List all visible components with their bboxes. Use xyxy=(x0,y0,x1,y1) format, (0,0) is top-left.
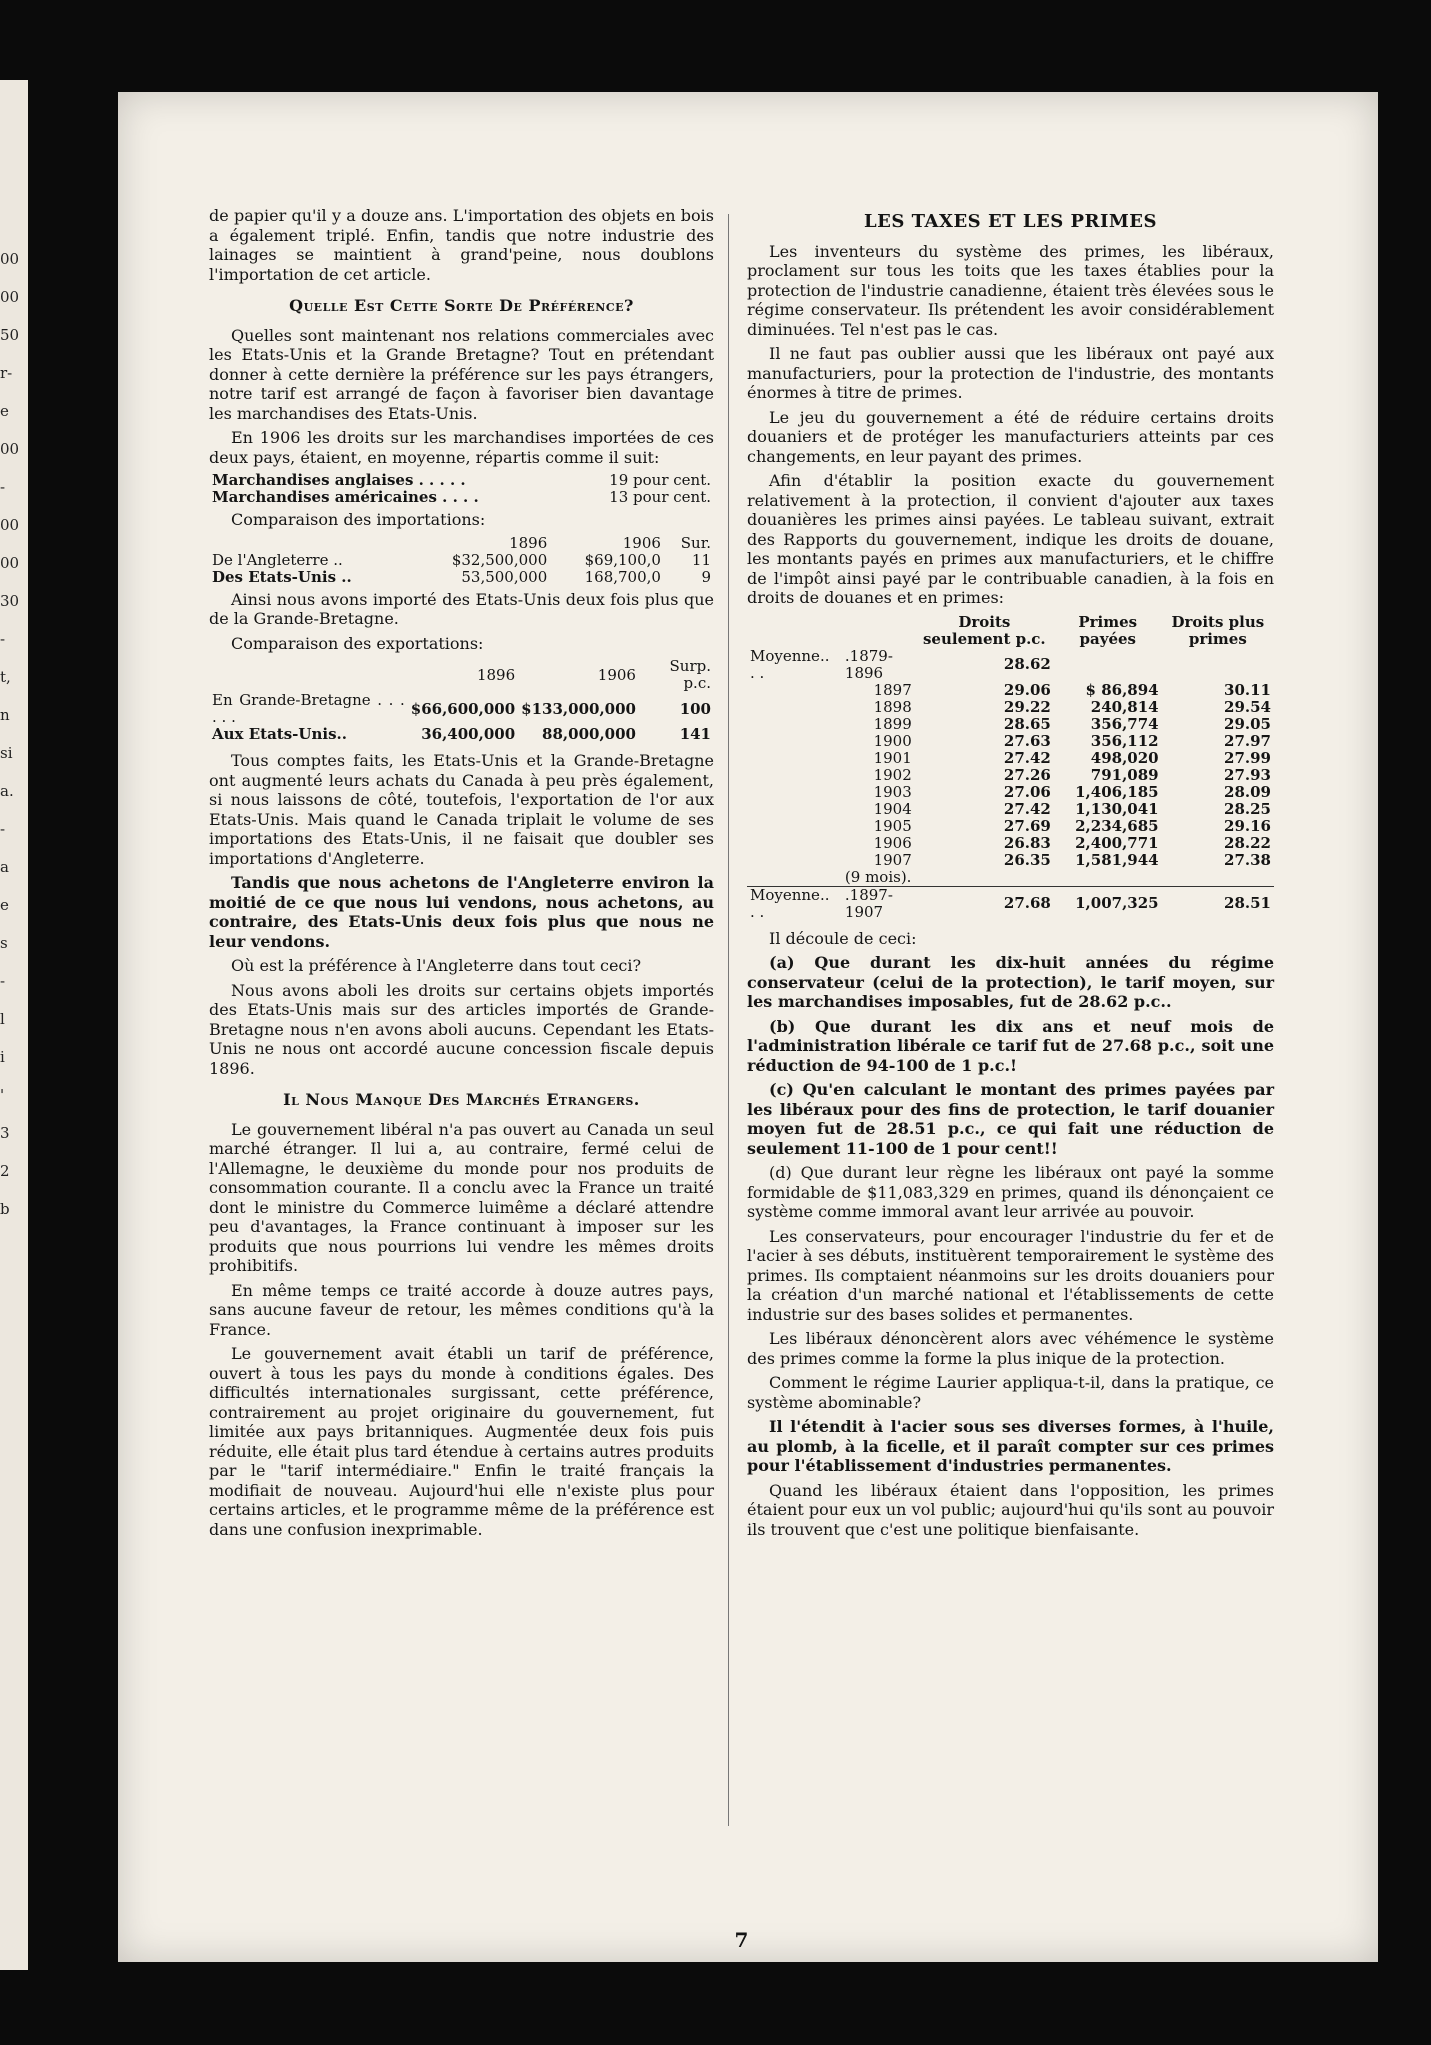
table-row xyxy=(747,648,1274,682)
table-row xyxy=(209,692,714,726)
table-cell: 19 pour cent. xyxy=(609,471,711,489)
table-row xyxy=(209,489,714,506)
table-cell: 26.83 xyxy=(1003,833,1051,852)
paragraph: Où est la préférence à l'Angleterre dans tout ceci? xyxy=(231,956,642,975)
paragraph: (a) Que durant les dix-huit années du régime conservateur (celui de la protection), le tarif moyen, sur les marchandises imposables, fut de 28.62 p.c.. xyxy=(747,953,1274,1011)
table-cell xyxy=(1054,648,1162,682)
table-cell: Primes payées xyxy=(1078,612,1138,648)
paragraph: Les conservateurs, pour encourager l'industrie du fer et de l'acier à ses débuts, instituèrent temporairement le système des primes. Ils comptaient néanmoins sur les droits douaniers pour la création d'un marché national et l'établissements de cette industrie sur des bases solides et permanentes. xyxy=(747,1226,1274,1324)
table-cell: 27.42 xyxy=(1003,799,1051,818)
table-cell: 27.38 xyxy=(1224,850,1271,869)
table-cell: 28.65 xyxy=(1003,714,1051,733)
margin-fragment: l xyxy=(0,1010,5,1028)
table-cell: 13 pour cent. xyxy=(609,488,711,506)
adjacent-page-fragment xyxy=(0,80,28,1970)
margin-fragment: - xyxy=(0,972,6,990)
section-title-taxes-primes: LES TAXES ET LES PRIMES xyxy=(863,211,1158,232)
table-cell: 27.68 xyxy=(915,886,1054,921)
primes-table xyxy=(747,614,1274,921)
paragraph: Afin d'établir la position exacte du gouvernement relativement à la protection, il convient d'ajouter aux taxes douanières les primes ainsi payées. Le tableau suivant, extrait des Rapports du gouvernement, indique les droits de douane, les montants payés en primes aux manufacturiers, et le chiffre de l'impôt ainsi payé par le contribuable canadien, à la fois en droits de douanes et en primes: xyxy=(747,471,1274,607)
table-header-row xyxy=(209,535,714,552)
table-cell: .1897-1907 xyxy=(842,886,915,921)
duty-table xyxy=(209,472,714,506)
table-cell: 29.06 xyxy=(1003,680,1051,699)
margin-fragment: a. xyxy=(0,782,14,800)
table-cell: Marchandises anglaises . . . . . xyxy=(212,471,466,489)
table-cell: 29.54 xyxy=(1224,697,1271,716)
table-row xyxy=(209,552,714,569)
margin-fragment: - xyxy=(0,820,6,838)
table-row xyxy=(747,801,1274,818)
paragraph: Les inventeurs du système des primes, les libéraux, proclament sur tous les toits que les taxes établies pour la protection de l'industrie canadienne, étaient très élevées sous le régime conservateur. Ils prétendent les avoir considérablement diminuées. Tel n'est pas le cas. xyxy=(747,241,1274,339)
table-cell: 498,020 xyxy=(1090,748,1159,767)
table-row xyxy=(747,716,1274,733)
table-cell: 1906 xyxy=(597,665,636,684)
table-row xyxy=(209,726,714,743)
table-cell xyxy=(209,535,410,552)
table-cell: $66,600,000 xyxy=(410,699,516,718)
table-cell: De l'Angleterre .. xyxy=(212,550,343,569)
paragraph: Il ne faut pas oublier aussi que les libéraux ont payé aux manufacturiers, pour la protection de l'industrie, des montants énormes à titre de primes. xyxy=(747,344,1274,402)
document-page xyxy=(118,92,1378,1962)
table-row xyxy=(747,733,1274,750)
margin-fragment: 00 xyxy=(0,250,20,268)
table-header-row xyxy=(209,658,714,692)
table-cell: Aux Etats-Unis.. xyxy=(212,725,347,743)
table-cell: 9 xyxy=(701,567,711,586)
table-cell: 141 xyxy=(679,725,711,743)
table-cell: 1899 xyxy=(873,714,912,733)
margin-fragment: 2 xyxy=(0,1162,10,1180)
margin-fragment: 00 xyxy=(0,554,20,572)
table-cell: 356,774 xyxy=(1090,714,1159,733)
margin-fragment: b xyxy=(0,1200,10,1218)
table-cell: 1907 xyxy=(873,850,912,869)
table-cell xyxy=(747,818,842,835)
paragraph: Les libéraux dénoncèrent alors avec véhémence le système des primes comme la forme la plus inique de la protection. xyxy=(747,1329,1274,1368)
table-cell: 29.22 xyxy=(1003,697,1051,716)
table-cell: 1,581,944 xyxy=(1075,850,1159,869)
paragraph: Il découle de ceci: xyxy=(769,928,917,948)
paragraph: Quelles sont maintenant nos relations commerciales avec les Etats-Unis et la Grande Bretagne? Tout en prétendant donner à cette dernière la préférence sur les pays étrangers, notre tarif est arrangé de façon à favoriser bien davantage les marchandises des Etats-Unis. xyxy=(209,325,714,423)
table-cell: $ 86,894 xyxy=(1085,680,1159,699)
margin-fragment: e xyxy=(0,896,9,914)
table-cell: 28.51 xyxy=(1162,886,1274,921)
table-cell: 26.35 xyxy=(1003,850,1051,869)
imports-table xyxy=(209,535,714,586)
table-cell: 2,234,685 xyxy=(1075,816,1159,835)
table-cell: 28.09 xyxy=(1224,782,1271,801)
table-cell: 27.99 xyxy=(1224,748,1271,767)
table-cell: 1906 xyxy=(873,833,912,852)
table-cell: 1,130,041 xyxy=(1075,799,1159,818)
paragraph: Tous comptes faits, les Etats-Unis et la Grande-Bretagne ont augmenté leurs achats du Canada à peu près également, si nous laissons de côté, toutefois, l'exportation de l'or aux Etats-Unis. Mais quand le Canada triplait le volume de ses importations des Etats-Unis, il ne faisait que doubler ses importations d'Angleterre. xyxy=(209,751,714,868)
margin-fragment: ' xyxy=(0,1086,5,1104)
table-cell xyxy=(747,614,842,648)
table-cell xyxy=(1162,648,1274,682)
table-cell: 29.16 xyxy=(1224,816,1271,835)
margin-fragment: 00 xyxy=(0,440,20,458)
left-column xyxy=(209,206,714,1544)
table-row xyxy=(747,682,1274,699)
table-cell: 30.11 xyxy=(1224,680,1271,699)
table-row xyxy=(747,699,1274,716)
table-cell: 1905 xyxy=(873,816,912,835)
table-cell: 1,406,185 xyxy=(1075,782,1159,801)
table-cell: 27.06 xyxy=(1003,782,1051,801)
table-cell: 1896 xyxy=(476,665,516,684)
table-cell xyxy=(747,852,842,869)
table-cell: 27.97 xyxy=(1224,731,1271,750)
table-cell: 28.22 xyxy=(1224,833,1271,852)
margin-fragment: a xyxy=(0,858,9,876)
table-cell: 1900 xyxy=(873,731,912,750)
table-cell xyxy=(747,801,842,818)
table-row xyxy=(209,569,714,586)
margin-fragment: 30 xyxy=(0,592,20,610)
margin-fragment: r- xyxy=(0,364,13,382)
table-total-row xyxy=(747,886,1274,921)
section-heading-markets: Il Nous Manque Des Marchés Etrangers. xyxy=(283,1090,640,1109)
table-cell: 1901 xyxy=(873,748,912,767)
paragraph: Ainsi nous avons importé des Etats-Unis deux fois plus que de la Grande-Bretagne. xyxy=(209,589,714,628)
table-row xyxy=(747,784,1274,801)
margin-fragment: 50 xyxy=(0,326,20,344)
table-cell: 1897 xyxy=(873,680,912,699)
table-cell: 27.93 xyxy=(1224,765,1271,784)
table-cell: 27.63 xyxy=(1003,731,1051,750)
table-cell: 27.69 xyxy=(1003,816,1051,835)
table-cell: Moyenne.. . . xyxy=(750,646,830,682)
table-cell: 28.62 xyxy=(1003,655,1051,673)
table-cell: 27.26 xyxy=(1003,765,1051,784)
table-cell: 1,007,325 xyxy=(1054,886,1162,921)
margin-fragment: s xyxy=(0,934,8,952)
paragraph: (c) Qu'en calculant le montant des primes payées par les libéraux pour des fins de protection, le tarif douanier moyen fut de 28.51 p.c., ce qui fait une réduction de seulement 11-100 de 1 pour cent!! xyxy=(747,1080,1274,1158)
paragraph: (d) Que durant leur règne les libéraux ont payé la somme formidable de $11,083,329 en primes, quand ils dénonçaient ce système comme immoral avant leur arrivée au pouvoir. xyxy=(747,1163,1274,1221)
margin-fragment: t, xyxy=(0,668,11,686)
table-cell: 240,814 xyxy=(1090,697,1159,716)
table-cell: 1896 xyxy=(509,533,548,552)
table-cell: Des Etats-Unis .. xyxy=(212,567,352,586)
table-cell: 27.42 xyxy=(1003,748,1051,767)
margin-fragment: si xyxy=(0,744,13,762)
table-cell xyxy=(842,614,915,648)
margin-fragment: - xyxy=(0,630,6,648)
table-row xyxy=(747,852,1274,869)
table-cell: 791,089 xyxy=(1090,765,1159,784)
margin-fragment: 00 xyxy=(0,516,20,534)
paragraph: En 1906 les droits sur les marchandises importées de ces deux pays, étaient, en moyenne, répartis comme il suit: xyxy=(209,428,714,467)
table-cell xyxy=(747,699,842,716)
table-cell: 100 xyxy=(679,699,711,718)
exports-table xyxy=(209,658,714,743)
table-cell: Surp. p.c. xyxy=(669,657,711,692)
margin-fragment: - xyxy=(0,478,6,496)
table-cell xyxy=(747,767,842,784)
table-cell: $133,000,000 xyxy=(521,699,636,718)
section-heading-preference: Quelle Est Cette Sorte De Préférence? xyxy=(289,296,634,315)
table-cell: 28.25 xyxy=(1224,799,1271,818)
table-cell: 168,700,0 xyxy=(584,567,661,586)
margin-fragment: 00 xyxy=(0,288,20,306)
paragraph: En même temps ce traité accorde à douze autres pays, sans aucune faveur de retour, les mêmes conditions qu'à la France. xyxy=(209,1280,714,1339)
paragraph: Le jeu du gouvernement a été de réduire certains droits douaniers et de protéger les manufacturiers atteints par ces changements, en leur payant des primes. xyxy=(747,407,1274,466)
table-cell: 1902 xyxy=(873,765,912,784)
table-cell: Sur. xyxy=(680,533,711,552)
table-cell xyxy=(747,835,842,852)
table-cell xyxy=(747,733,842,750)
paragraph: Comment le régime Laurier appliqua-t-il, dans la pratique, ce système abominable? xyxy=(747,1373,1274,1412)
table-row xyxy=(747,835,1274,852)
table-row xyxy=(209,472,714,489)
table-cell: 1898 xyxy=(873,697,912,716)
paragraph: Tandis que nous achetons de l'Angleterre environ la moitié de ce que nous lui vendons, nous achetons, au contraire, des Etats-Unis deux fois plus que nous ne leur vendons. xyxy=(209,873,714,951)
table-row xyxy=(747,818,1274,835)
table-cell xyxy=(209,658,408,692)
paragraph: Nous avons aboli les droits sur certains objets importés des Etats-Unis mais sur des articles importés de Grande-Bretagne nous n'en avons aboli aucuns. Cependant les Etats-Unis ne nous ont accordé aucune concession fiscale depuis 1896. xyxy=(209,980,714,1078)
column-divider xyxy=(728,214,729,1826)
table-cell: Moyenne.. . . xyxy=(747,886,842,921)
table-note: (9 mois). xyxy=(844,867,912,886)
table-row xyxy=(747,767,1274,784)
exports-title: Comparaison des exportations: xyxy=(231,633,484,653)
margin-fragment: 3 xyxy=(0,1124,10,1142)
imports-title: Comparaison des importations: xyxy=(231,510,486,529)
table-cell: 29.05 xyxy=(1224,714,1271,733)
table-cell: 356,112 xyxy=(1090,731,1159,750)
table-cell: $69,100,0 xyxy=(584,550,661,569)
right-column xyxy=(747,206,1274,1544)
table-cell xyxy=(747,750,842,767)
table-cell xyxy=(747,784,842,801)
table-row xyxy=(747,869,1274,887)
table-cell: 1906 xyxy=(622,533,661,552)
table-cell: Droits seulement p.c. xyxy=(922,612,1046,648)
table-cell: 1903 xyxy=(873,782,912,801)
margin-fragment: e xyxy=(0,402,9,420)
table-cell: .1879-1896 xyxy=(844,646,893,682)
table-header-row xyxy=(747,614,1274,648)
paragraph: (b) Que durant les dix ans et neuf mois de l'administration libérale ce tarif fut de 27.68 p.c., soit une réduction de 94-100 de 1 p.c.! xyxy=(747,1016,1274,1075)
table-cell: 11 xyxy=(691,550,711,569)
table-cell: Droits plus primes xyxy=(1171,612,1265,648)
margin-fragment: n xyxy=(0,706,10,724)
table-cell: 1904 xyxy=(873,799,912,818)
table-cell xyxy=(747,682,842,699)
paragraph: Il l'étendit à l'acier sous ses diverses formes, à l'huile, au plomb, à la ficelle, et il paraît compter sur ces primes pour l'établissement d'industries permanentes. xyxy=(747,1417,1274,1475)
table-cell: $32,500,000 xyxy=(451,550,548,569)
page-number: 7 xyxy=(734,1928,749,1952)
table-row xyxy=(747,750,1274,767)
table-cell xyxy=(747,716,842,733)
table-cell: En Grande-Bretagne . . . . . . xyxy=(212,691,405,726)
table-cell: Marchandises américaines . . . . xyxy=(212,488,479,506)
table-cell: 36,400,000 xyxy=(421,725,516,743)
paragraph: Le gouvernement avait établi un tarif de préférence, ouvert à tous les pays du monde à conditions égales. Des difficultés internationales surgissant, cette préférence, contrairement au projet originaire du gouvernement, fut limitée aux pays britanniques. Augmentée deux fois puis réduite, elle était plus tard étendue à certains autres produits par le "tarif intermédiaire." Enfin le traité français la modifiait de nouveau. Aujourd'hui elle n'existe plus pour certains articles, et le programme même de la préférence est dans une confusion inexprimable. xyxy=(209,1344,714,1539)
table-cell: 2,400,771 xyxy=(1075,833,1159,852)
paragraph: Le gouvernement libéral n'a pas ouvert au Canada un seul marché étranger. Il lui a, au contraire, fermé celui de l'Allemagne, le deuxième du monde pour nos produits de consommation courante. Il a conclu avec la France un traité dont le ministre du Commerce luimême a déclaré attendre peu d'avantages, la France continuant à imposer sur les produits que nous pourrions lui vendre les mêmes droits prohibitifs. xyxy=(209,1119,714,1275)
table-cell: 53,500,000 xyxy=(461,567,548,586)
table-cell: 88,000,000 xyxy=(542,725,636,743)
intro-paragraph: de papier qu'il y a douze ans. L'importation des objets en bois a également triplé. Enfin, tandis que notre industrie des lainages se maintient à grand'peine, nous doublons l'importation de cet article. xyxy=(209,206,714,284)
margin-fragment: i xyxy=(0,1048,5,1066)
paragraph: Quand les libéraux étaient dans l'opposition, les primes étaient pour eux un vol public; aujourd'hui qu'ils sont au pouvoir ils trouvent que c'est une politique bienfaisante. xyxy=(747,1480,1274,1539)
